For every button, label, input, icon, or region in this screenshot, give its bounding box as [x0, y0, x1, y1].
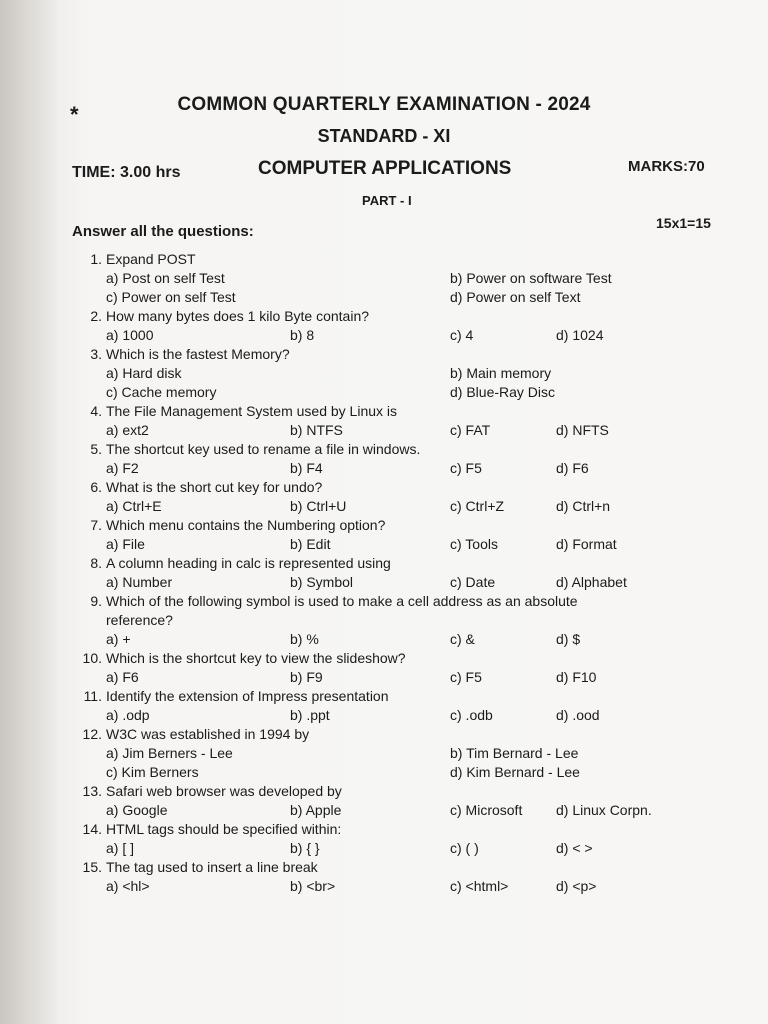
question-text: How many bytes does 1 kilo Byte contain? [106, 308, 370, 324]
question-text: The shortcut key used to rename a file in windows. [106, 441, 421, 457]
answer-option: c) FAT [450, 422, 491, 438]
answer-option: c) Tools [450, 536, 498, 552]
answer-option: b) % [290, 631, 319, 647]
part-label: PART - I [362, 193, 412, 208]
answer-option: d) Linux Corpn. [556, 802, 652, 818]
answer-option: d) Power on self Text [450, 289, 581, 305]
answer-option: a) .odp [106, 707, 150, 723]
answer-option: d) Alphabet [556, 574, 627, 590]
question-number: 1. [90, 251, 102, 267]
question-number: 3. [90, 346, 102, 362]
answer-option: b) Power on software Test [450, 270, 612, 286]
answer-option: d) .ood [556, 707, 600, 723]
answer-option: c) F5 [450, 460, 482, 476]
answer-option: a) F2 [106, 460, 139, 476]
question-text-continued: reference? [106, 612, 173, 628]
question-number: 11. [83, 688, 102, 704]
answer-option: a) Google [106, 802, 168, 818]
subject-label: COMPUTER APPLICATIONS [258, 158, 512, 179]
answer-option: a) Post on self Test [106, 270, 225, 286]
standard-label: STANDARD - XI [317, 126, 451, 146]
answer-option: b) { } [290, 840, 320, 856]
answer-option: d) Format [556, 536, 617, 552]
answer-option: d) <p> [556, 878, 597, 894]
question-number: 7. [90, 517, 102, 533]
question-number: 4. [90, 403, 102, 419]
exam-title: COMMON QUARTERLY EXAMINATION - 2024 [177, 94, 591, 115]
question-text: W3C was established in 1994 by [106, 726, 310, 742]
answer-option: b) 8 [290, 327, 315, 343]
answer-option: b) Symbol [290, 574, 354, 590]
question-item [0, 554, 768, 592]
instruction-text: Answer all the questions: [72, 223, 254, 240]
answer-option: b) F9 [290, 669, 323, 685]
answer-option: a) [ ] [106, 840, 135, 856]
question-number: 10. [82, 650, 102, 666]
answer-option: d) F6 [556, 460, 589, 476]
answer-option: d) $ [556, 631, 581, 647]
question-list [0, 250, 768, 896]
answer-option: d) 1024 [556, 327, 604, 343]
answer-option: b) Tim Bernard - Lee [450, 745, 579, 761]
answer-option: d) F10 [556, 669, 597, 685]
question-item [0, 592, 768, 649]
question-text: Which is the shortcut key to view the slideshow? [106, 650, 406, 666]
answer-option: c) F5 [450, 669, 482, 685]
answer-option: c) Ctrl+Z [450, 498, 505, 514]
answer-option: c) Power on self Test [106, 289, 236, 305]
question-item [0, 687, 768, 725]
answer-option: c) Microsoft [450, 802, 523, 818]
question-text: The File Management System used by Linux is [106, 403, 398, 419]
question-text: Which is the fastest Memory? [106, 346, 290, 362]
question-number: 8. [90, 555, 102, 571]
question-number: 5. [90, 441, 102, 457]
answer-option: a) Ctrl+E [106, 498, 162, 514]
answer-option: b) <br> [290, 878, 336, 894]
question-text: Which of the following symbol is used to make a cell address as an absolute [106, 593, 578, 609]
question-item [0, 725, 768, 782]
question-text: A column heading in calc is represented using [106, 555, 391, 571]
question-item [0, 516, 768, 554]
question-item [0, 402, 768, 440]
answer-option: c) & [450, 631, 475, 647]
question-number: 6. [90, 479, 102, 495]
answer-option: c) 4 [450, 327, 474, 343]
answer-option: b) Main memory [450, 365, 552, 381]
time-label: TIME: 3.00 hrs [72, 164, 181, 181]
question-number: 14. [82, 821, 102, 837]
question-item [0, 782, 768, 820]
answer-option: b) .ppt [290, 707, 330, 723]
question-text: HTML tags should be specified within: [106, 821, 342, 837]
question-number: 13. [82, 783, 102, 799]
question-number: 12. [82, 726, 102, 742]
answer-option: a) Number [106, 574, 173, 590]
question-item [0, 307, 768, 345]
question-number: 2. [90, 308, 102, 324]
question-number: 9. [90, 593, 102, 609]
question-item [0, 440, 768, 478]
question-item [0, 858, 768, 896]
question-item [0, 478, 768, 516]
question-item [0, 820, 768, 858]
question-number: 15. [82, 859, 102, 875]
answer-option: a) Jim Berners - Lee [106, 745, 233, 761]
answer-option: c) Cache memory [106, 384, 217, 400]
question-text: Which menu contains the Numbering option? [106, 517, 386, 533]
answer-option: c) <html> [450, 878, 509, 894]
star-mark: * [70, 102, 79, 127]
answer-option: a) 1000 [106, 327, 154, 343]
answer-option: c) Kim Berners [106, 764, 199, 780]
answer-option: d) Blue-Ray Disc [450, 384, 556, 400]
answer-option: c) Date [450, 574, 496, 590]
answer-option: a) <hl> [106, 878, 150, 894]
question-text: The tag used to insert a line break [106, 859, 318, 875]
answer-option: d) Kim Bernard - Lee [450, 764, 580, 780]
answer-option: a) + [106, 631, 131, 647]
answer-option: a) F6 [106, 669, 139, 685]
question-text: Identify the extension of Impress presentation [106, 688, 389, 704]
question-item [0, 250, 768, 307]
question-item [0, 649, 768, 687]
answer-option: b) Edit [290, 536, 331, 552]
question-item [0, 345, 768, 402]
answer-option: d) NFTS [556, 422, 609, 438]
answer-option: c) .odb [450, 707, 493, 723]
answer-option: d) < > [556, 840, 593, 856]
question-text: What is the short cut key for undo? [106, 479, 323, 495]
question-text: Safari web browser was developed by [106, 783, 342, 799]
answer-option: a) ext2 [106, 422, 149, 438]
answer-option: a) Hard disk [106, 365, 182, 381]
answer-option: a) File [106, 536, 145, 552]
marks-label: MARKS:70 [628, 158, 705, 175]
answer-option: b) Apple [290, 802, 342, 818]
question-text: Expand POST [106, 251, 196, 267]
answer-option: b) Ctrl+U [290, 498, 347, 514]
answer-option: b) NTFS [290, 422, 343, 438]
answer-option: c) ( ) [450, 840, 479, 856]
answer-option: d) Ctrl+n [556, 498, 611, 514]
section-score: 15x1=15 [656, 215, 711, 231]
answer-option: b) F4 [290, 460, 323, 476]
